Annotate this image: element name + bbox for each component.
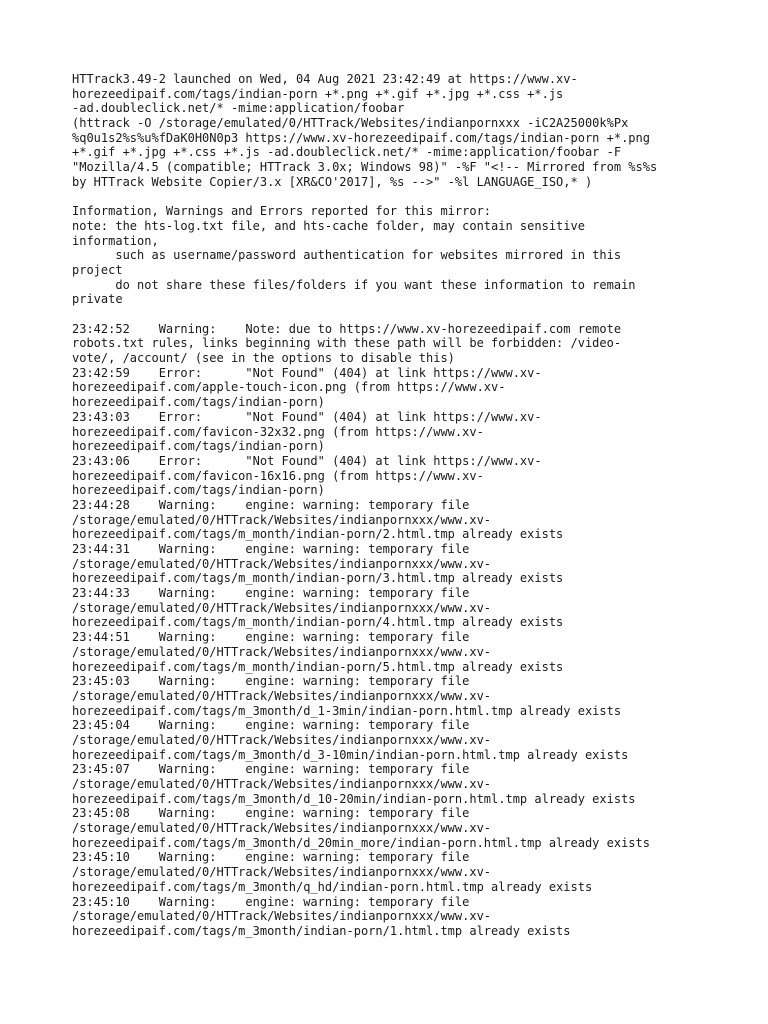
info-notice [72, 204, 712, 307]
log-line: horezeedipaif.com/tags/m_month/indian-porn/4.html.tmp already exists [72, 615, 564, 630]
log-document [72, 72, 712, 939]
log-line: horezeedipaif.com/tags/m_3month/d_20min_more/indian-porn.html.tmp already exists [72, 835, 650, 850]
log-line: 23:44:31 Warning: engine: warning: temporary file [72, 542, 470, 556]
log-entries [72, 322, 712, 939]
log-line: horezeedipaif.com/tags/m_3month/d_10-20min/indian-porn.html.tmp already exists [72, 791, 636, 806]
log-line: 23:44:28 Warning: engine: warning: temporary file [72, 497, 470, 512]
log-line: horezeedipaif.com/tags/m_month/indian-porn/2.html.tmp already exists [72, 527, 564, 542]
log-line: 23:45:07 Warning: engine: warning: temporary file [72, 762, 470, 777]
log-line: horezeedipaif.com/favicon-32x32.png (from https://www.xv- [72, 424, 484, 439]
log-line: 23:45:10 Warning: engine: warning: temporary file [72, 894, 470, 909]
log-line: robots.txt rules, links beginning with these path will be forbidden: /video- [72, 336, 622, 351]
log-line: /storage/emulated/0/HTTrack/Websites/indianpornxxx/www.xv- [72, 777, 492, 791]
log-line: horezeedipaif.com/tags/m_3month/q_hd/indian-porn.html.tmp already exists [72, 879, 593, 894]
log-line: 23:42:52 Warning: Note: due to https://www.xv-horezeedipaif.com remote [72, 321, 622, 336]
log-line: /storage/emulated/0/HTTrack/Websites/indianpornxxx/www.xv- [72, 732, 492, 747]
log-line: /storage/emulated/0/HTTrack/Websites/indianpornxxx/www.xv- [72, 556, 492, 571]
text-line: HTTrack3.49-2 launched on Wed, 04 Aug 2021 23:42:49 at https://www.xv- [72, 72, 578, 86]
text-line: +*.gif +*.jpg +*.css +*.js -ad.doubleclick.net/* -mime:application/foobar -F [72, 145, 622, 160]
log-line: /storage/emulated/0/HTTrack/Websites/indianpornxxx/www.xv- [72, 909, 492, 924]
text-line: %q0u1s2%s%u%fDaK0H0N0p3 https://www.xv-horezeedipaif.com/tags/indian-porn +*.png [72, 130, 650, 145]
text-line: do not share these files/folders if you want these information to remain [72, 277, 636, 292]
log-line: horezeedipaif.com/tags/indian-porn) [72, 395, 325, 410]
log-line: horezeedipaif.com/apple-touch-icon.png (from https://www.xv- [72, 380, 506, 395]
log-line: /storage/emulated/0/HTTrack/Websites/indianpornxxx/www.xv- [72, 600, 492, 615]
text-line: note: the hts-log.txt file, and hts-cache folder, may contain sensitive [72, 218, 585, 233]
log-line: /storage/emulated/0/HTTrack/Websites/indianpornxxx/www.xv- [72, 688, 492, 703]
text-line: information, [72, 233, 159, 248]
text-line: "Mozilla/4.5 (compatible; HTTrack 3.0x; Windows 98)" -%F "<!-- Mirrored from %s%s [72, 160, 658, 175]
log-line: 23:45:10 Warning: engine: warning: temporary file [72, 850, 470, 865]
log-line: vote/, /account/ (see in the options to disable this) [72, 351, 455, 366]
log-line: 23:44:33 Warning: engine: warning: temporary file [72, 586, 470, 601]
log-line: 23:42:59 Error: "Not Found" (404) at link https://www.xv- [72, 365, 542, 380]
text-line: Information, Warnings and Errors reported for this mirror: [72, 204, 492, 219]
log-line: 23:45:08 Warning: engine: warning: temporary file [72, 806, 470, 821]
text-line: -ad.doubleclick.net/* -mime:application/foobar [72, 101, 405, 116]
log-line: /storage/emulated/0/HTTrack/Websites/indianpornxxx/www.xv- [72, 512, 492, 527]
log-line: /storage/emulated/0/HTTrack/Websites/indianpornxxx/www.xv- [72, 865, 492, 880]
text-line: (httrack -O /storage/emulated/0/HTTrack/Websites/indianpornxxx -iC2A25000k%Px [72, 116, 629, 131]
text-line: by HTTrack Website Copier/3.x [XR&CO'2017], %s -->" -%l LANGUAGE_ISO,* ) [72, 174, 593, 189]
log-line: horezeedipaif.com/tags/indian-porn) [72, 483, 325, 498]
log-line: 23:45:04 Warning: engine: warning: temporary file [72, 718, 470, 733]
log-line: 23:43:06 Error: "Not Found" (404) at link https://www.xv- [72, 453, 542, 468]
blank-line [72, 307, 712, 322]
log-line: horezeedipaif.com/tags/m_month/indian-porn/3.html.tmp already exists [72, 571, 564, 586]
text-line: such as username/password authentication for websites mirrored in this [72, 248, 622, 263]
launch-header [72, 72, 712, 190]
text-line: private [72, 292, 123, 307]
log-line: /storage/emulated/0/HTTrack/Websites/indianpornxxx/www.xv- [72, 821, 492, 836]
log-line: horezeedipaif.com/tags/m_3month/d_3-10min/indian-porn.html.tmp already exists [72, 747, 629, 762]
blank-line [72, 190, 712, 205]
log-line: horezeedipaif.com/favicon-16x16.png (from https://www.xv- [72, 468, 484, 483]
log-line: /storage/emulated/0/HTTrack/Websites/indianpornxxx/www.xv- [72, 644, 492, 659]
text-line: project [72, 262, 123, 277]
log-line: 23:45:03 Warning: engine: warning: temporary file [72, 674, 470, 689]
log-line: 23:44:51 Warning: engine: warning: temporary file [72, 630, 470, 645]
log-line: horezeedipaif.com/tags/indian-porn) [72, 439, 325, 454]
log-line: horezeedipaif.com/tags/m_month/indian-porn/5.html.tmp already exists [72, 659, 564, 674]
log-line: 23:43:03 Error: "Not Found" (404) at link https://www.xv- [72, 409, 542, 424]
log-line: horezeedipaif.com/tags/m_3month/indian-porn/1.html.tmp already exists [72, 923, 571, 938]
text-line: horezeedipaif.com/tags/indian-porn +*.png +*.gif +*.jpg +*.css +*.js [72, 86, 564, 101]
log-line: horezeedipaif.com/tags/m_3month/d_1-3min/indian-porn.html.tmp already exists [72, 703, 622, 718]
